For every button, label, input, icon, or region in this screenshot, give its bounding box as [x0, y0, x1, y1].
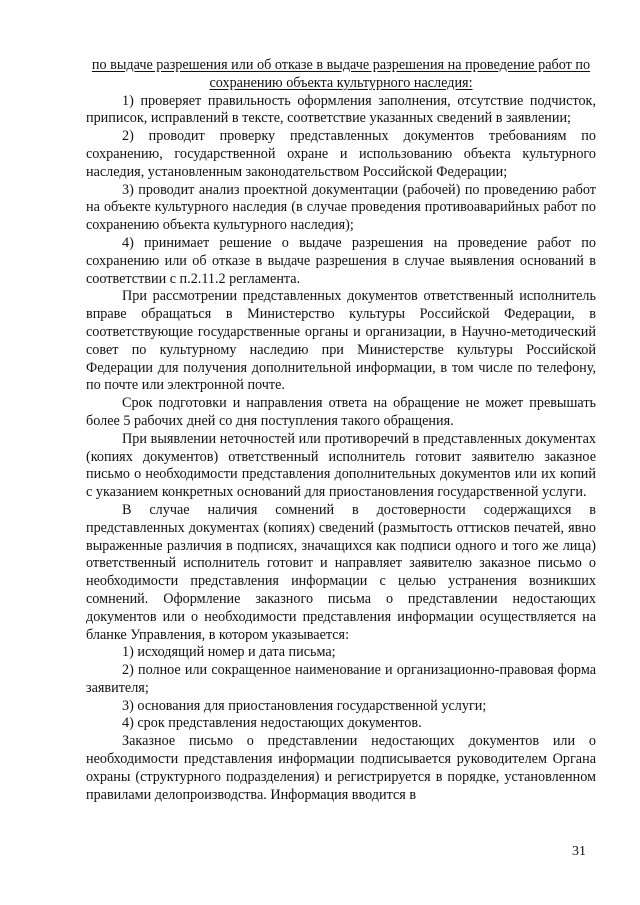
paragraph-request-ministry: При рассмотрении представленных документов ответственный исполнитель вправе обращаться в Министерство культуры Российской Федерации, в соответствующие государственные органы и организации, в Научно-методический совет по культурному наследию при Министерстве культуры Российской Федерации для получения дополнительной информации, в том числе по телефону, по почте или электронной почте. — [86, 288, 596, 394]
paragraph-check-correctness: 1) проверяет правильность оформления заполнения, отсутствие подчисток, приписок, исправлений в тексте, соответствие указанных сведений в заявлении; — [86, 92, 596, 127]
paragraph-doubts: В случае наличия сомнений в достоверности содержащихся в представленных документах (копиях) сведений (размытость оттисков печатей, явно выраженные различия в подписях, значащихся как подписи одного и того же лица) ответственный исполнитель готовит и направляет заявителю заказное письмо о необходимости представления информации с целью устранения возникших сомнений. Оформление заказного письма о представлении недостающих документов или о необходимости представления информации осуществляется на бланке Управления, в котором указывается: — [86, 501, 596, 643]
document-body — [86, 57, 596, 804]
paragraph-registered-letter: Заказное письмо о представлении недостающих документов или о необходимости представления информации подписывается руководителем Органа охраны (структурного подразделения) и регистрируется в порядке, установленном правилами делопроизводства. Информация вводится в — [86, 733, 596, 803]
list-item-submission-deadline: 4) срок представления недостающих документов. — [122, 715, 422, 732]
paragraph-check-documents: 2) проводит проверку представленных документов требованиям по сохранению, государственной охране и использованию объекта культурного наследия, установленным законодательством Российской Федерации; — [86, 128, 596, 180]
paragraph-response-deadline: Срок подготовки и направления ответа на обращение не может превышать более 5 рабочих дней со дня поступления такого обращения. — [86, 395, 596, 429]
list-item-applicant-name: 2) полное или сокращенное наименование и организационно-правовая форма заявителя; — [86, 662, 596, 696]
page-number: 31 — [572, 844, 586, 859]
list-item-outgoing-number: 1) исходящий номер и дата письма; — [122, 644, 336, 661]
paragraph-make-decision: 4) принимает решение о выдаче разрешения на проведение работ по сохранению или об отказе в выдаче разрешения в случае выявления оснований в соответствии с п.2.11.2 регламента. — [86, 234, 596, 287]
list-item-suspension-grounds: 3) основания для приостановления государственной услуги; — [122, 697, 487, 714]
paragraph-inaccuracies: При выявлении неточностей или противоречий в представленных документах (копиях документов) ответственный исполнитель готовит заявителю заказное письмо о необходимости представления дополнительных документов или их копий с указанием конкретных оснований для приостановления государственной услуги. — [86, 430, 596, 501]
paragraph-analyze-project: 3) проводит анализ проектной документации (рабочей) по проведению работ на объекте культурного наследия (в случае проведения противоаварийных работ по сохранению объекта культурного наследия); — [86, 181, 596, 234]
section-heading: по выдаче разрешения или об отказе в выдаче разрешения на проведение работ по сохранению объекта культурного наследия: — [91, 57, 591, 91]
